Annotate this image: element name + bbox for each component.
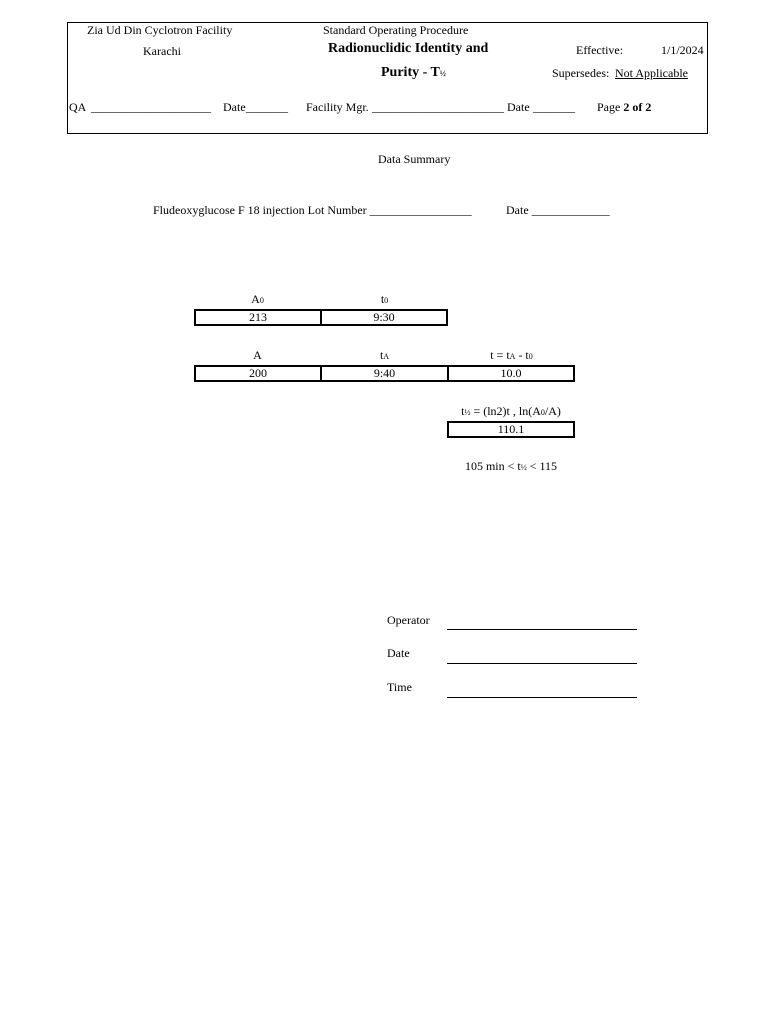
table2-header-t: t = tA - t0 <box>490 348 533 362</box>
table1-cell-t0: 9:30 <box>320 309 448 326</box>
doc-title-line2: Purity - T½ <box>381 65 446 80</box>
half-life-formula: t½ = (ln2)t , ln(A0/A) <box>461 404 561 418</box>
facility-mgr-blank: ______________________ <box>372 100 504 114</box>
lot-number-label: Fludeoxyglucose F 18 injection Lot Number _________________ <box>153 203 472 217</box>
table2-cell-a: 200 <box>194 365 322 382</box>
lot-date-blank: _____________ <box>531 203 610 217</box>
supersedes-label: Supersedes: <box>552 66 610 80</box>
qa-date-label: Date <box>223 100 246 114</box>
operator-signature-line[interactable] <box>447 629 637 630</box>
signoff-time-label: Time <box>387 680 412 694</box>
lot-number-blank: _________________ <box>369 203 472 217</box>
table2-header-ta: tA <box>379 348 390 362</box>
table1-header-t0: t0 <box>380 292 389 306</box>
page-number: Page 2 of 2 <box>597 100 652 114</box>
table2-cell-ta: 9:40 <box>320 365 449 382</box>
doc-title-line1: Radionuclidic Identity and <box>328 41 489 56</box>
table2-cell-t: 10.0 <box>447 365 575 382</box>
effective-date: 1/1/2024 <box>661 43 704 57</box>
table1-header-a0: A0 <box>251 292 264 306</box>
facility-name: Zia Ud Din Cyclotron Facility <box>87 23 233 37</box>
mgr-date-blank: _______ <box>533 100 575 114</box>
mgr-date-label: Date <box>507 100 530 114</box>
qa-signature-blank: ____________________ <box>91 100 211 114</box>
table2-header-a: A <box>253 348 262 362</box>
table1-cell-a0: 213 <box>194 309 322 326</box>
facility-mgr-label: Facility Mgr. <box>306 100 369 114</box>
lot-date: Date _____________ <box>506 203 610 217</box>
supersedes-value: Not Applicable <box>615 66 688 80</box>
operator-label: Operator <box>387 613 430 627</box>
facility-city: Karachi <box>143 44 181 58</box>
qa-date-blank: _______ <box>246 100 288 114</box>
signoff-date-label: Date <box>387 646 410 660</box>
section-title: Data Summary <box>378 152 451 166</box>
doc-type: Standard Operating Procedure <box>323 23 469 37</box>
effective-label: Effective: <box>576 43 624 57</box>
half-life-value: 110.1 <box>447 421 575 438</box>
signoff-date-line[interactable] <box>447 663 637 664</box>
qa-label: QA <box>69 100 87 114</box>
signoff-time-line[interactable] <box>447 697 637 698</box>
acceptance-criterion: 105 min < t½ < 115 <box>464 459 558 473</box>
